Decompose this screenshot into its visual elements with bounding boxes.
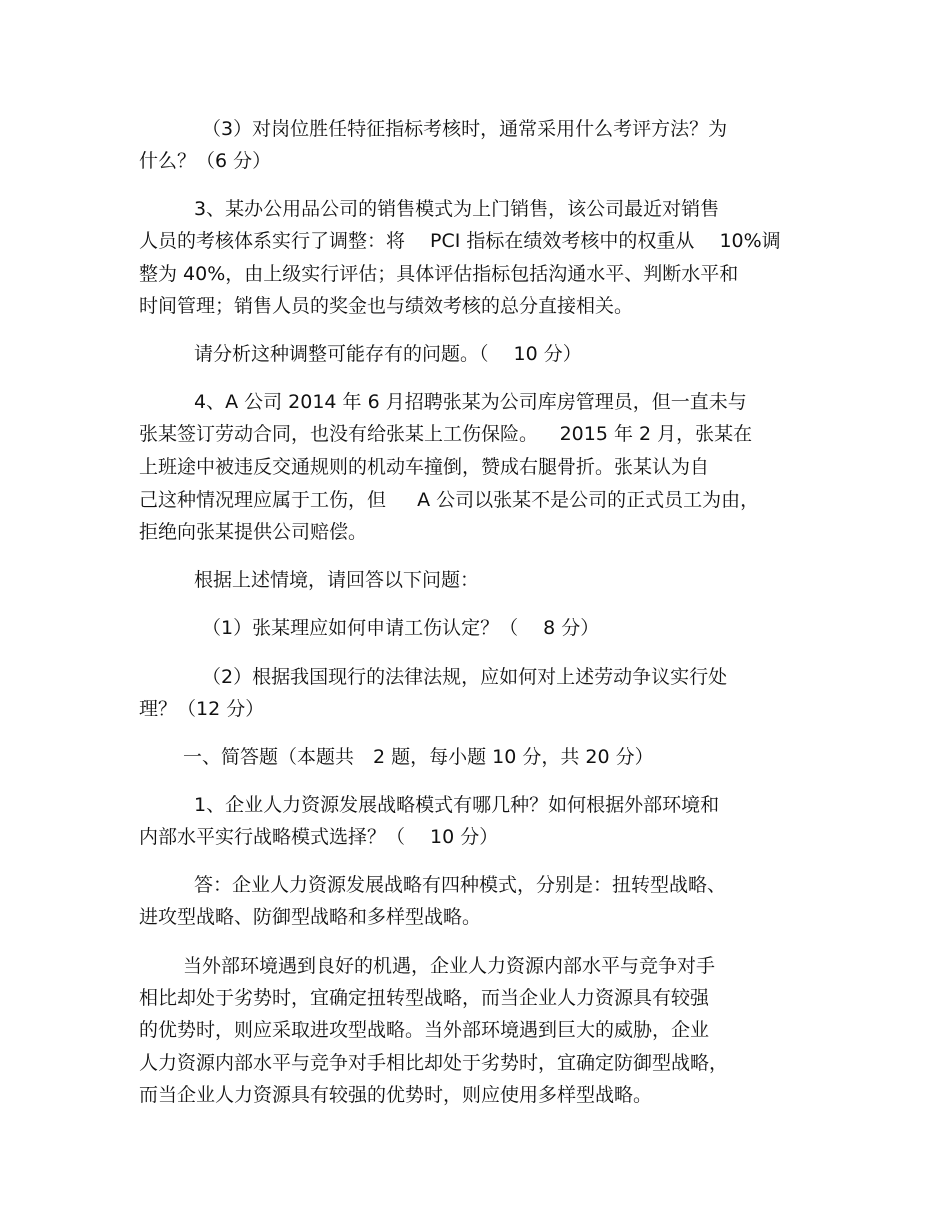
text-line: 整为 40%，由上级实行评估；具体评估指标包括沟通水平、判断水平和	[139, 263, 739, 285]
text-line: 时间管理；销售人员的奖金也与绩效考核的总分直接相关。	[139, 295, 634, 317]
text-line: 答：企业人力资源发展战略有四种模式，分别是：扭转型战略、	[194, 874, 727, 896]
text-line: 己这种情况理应属于工伤，但 A 公司以张某不是公司的正式员工为由，	[139, 489, 760, 511]
text-line: 1、企业人力资源发展战略模式有哪几种？如何根据外部环境和	[194, 794, 720, 816]
text-line: 拒绝向张某提供公司赔偿。	[139, 521, 368, 543]
text-line: （2）根据我国现行的法律法规，应如何对上述劳动争议实行处	[202, 666, 728, 688]
text-line: 而当企业人力资源具有较强的优势时，则应使用多样型战略。	[139, 1084, 653, 1106]
text-line: 理？（12 分）	[139, 698, 265, 720]
text-line: 内部水平实行战略模式选择？（ 10 分）	[139, 826, 499, 848]
text-line: 4、A 公司 2014 年 6 月招聘张某为公司库房管理员，但一直未与	[194, 391, 747, 413]
text-line: 张某签订劳动合同，也没有给张某上工伤保险。 2015 年 2 月，张某在	[139, 423, 753, 445]
text-line: 人员的考核体系实行了调整：将 PCI 指标在绩效考核中的权重从 10%调	[139, 230, 781, 252]
text-line: （1）张某理应如何申请工伤认定？（ 8 分）	[202, 617, 600, 639]
text-line: 3、某办公用品公司的销售模式为上门销售，该公司最近对销售	[194, 198, 720, 220]
text-line: 进攻型战略、防御型战略和多样型战略。	[139, 906, 482, 928]
text-line: 的优势时，则应采取进攻型战略。当外部环境遇到巨大的威胁，企业	[139, 1019, 710, 1041]
text-line: 根据上述情境，请回答以下问题：	[194, 569, 480, 591]
text-line: 当外部环境遇到良好的机遇，企业人力资源内部水平与竞争对手	[183, 955, 716, 977]
text-line: 相比却处于劣势时，宜确定扭转型战略，而当企业人力资源具有较强	[139, 987, 710, 1009]
section-heading: 一、简答题（本题共 2 题，每小题 10 分，共 20 分）	[183, 746, 654, 768]
text-line: 请分析这种调整可能存有的问题。（ 10 分）	[194, 343, 582, 365]
text-line: 什么？（6 分）	[139, 150, 272, 172]
text-line: 人力资源内部水平与竞争对手相比却处于劣势时，宜确定防御型战略，	[139, 1052, 729, 1074]
text-line: 上班途中被违反交通规则的机动车撞倒，赞成右腿骨折。张某认为自	[139, 456, 710, 478]
text-line: （3）对岗位胜任特征指标考核时，通常采用什么考评方法？为	[202, 118, 728, 140]
